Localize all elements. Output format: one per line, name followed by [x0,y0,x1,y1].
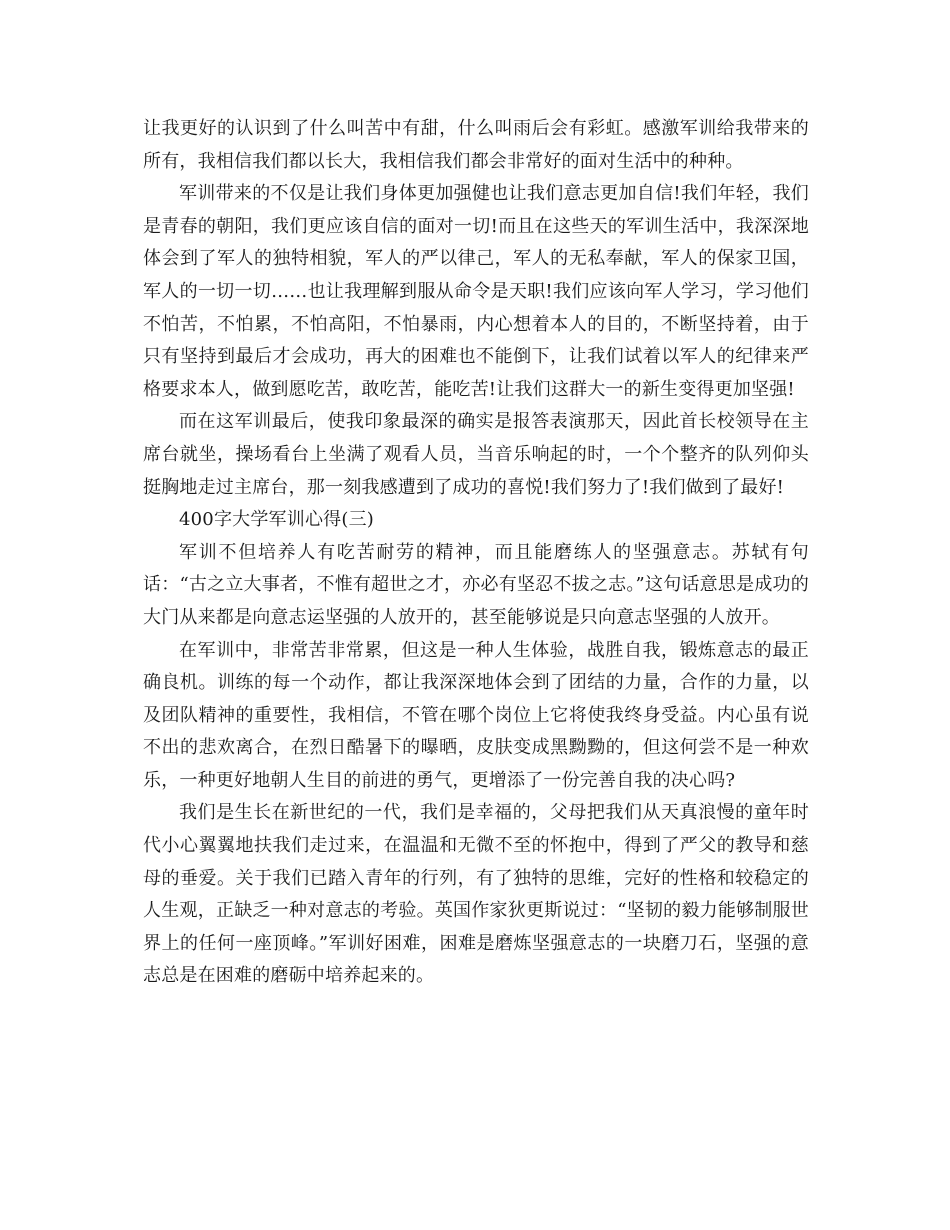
paragraph-6: 我们是生长在新世纪的一代，我们是幸福的，父母把我们从天真浪慢的童年时代小心翼翼地扶我们走过来，在温温和无微不至的怀抱中，得到了严父的教导和慈母的垂爱。关于我们已踏入青年的行列，有了独特的思维，完好的性格和较稳定的人生观，正缺乏一种对意志的考验。英国作家狄更斯说过：“坚韧的毅力能够制服世界上的任何一座顶峰。”军训好困难，困难是磨炼坚强意志的一块磨刀石，坚强的意志总是在困难的磨砺中培养起来的。 [143,802,809,987]
paragraph-2: 军训带来的不仅是让我们身体更加强健也让我们意志更加自信!我们年轻，我们是青春的朝阳，我们更应该自信的面对一切!而且在这些天的军训生活中，我深深地体会到了军人的独特相貌，军人的严以律己，军人的无私奉献，军人的保家卫国，军人的一切一切……也让我理解到服从命令是天职!我们应该向军人学习，学习他们不怕苦，不怕累，不怕高阳，不怕暴雨，内心想着本人的目的，不断坚持着，由于只有坚持到最后才会成功，再大的困难也不能倒下，让我们试着以军人的纪律来严格要求本人，做到愿吃苦，敢吃苦，能吃苦!让我们这群大一的新生变得更加坚强! [143,183,809,400]
section-heading: 400字大学军训心得(三) [179,509,375,531]
document-body [143,113,809,993]
paragraph-3: 而在这军训最后，使我印象最深的确实是报答表演那天，因此首长校领导在主席台就坐，操场看台上坐满了观看人员，当音乐响起的时，一个个整齐的队列仰头挺胸地走过主席台，那一刻我感遭到了成功的喜悦!我们努力了!我们做到了最好! [143,411,809,498]
paragraph-1: 让我更好的认识到了什么叫苦中有甜，什么叫雨后会有彩虹。感激军训给我带来的所有，我相信我们都以长大，我相信我们都会非常好的面对生活中的种种。 [143,118,809,172]
paragraph-4: 军训不但培养人有吃苦耐劳的精神，而且能磨练人的坚强意志。苏轼有句话：“古之立大事者，不惟有超世之才，亦必有坚忍不拔之志。”这句话意思是成功的大门从来都是向意志运坚强的人放开的，甚至能够说是只向意志坚强的人放开。 [143,541,809,628]
paragraph-5: 在军训中，非常苦非常累，但这是一种人生体验，战胜自我，锻炼意志的最正确良机。训练的每一个动作，都让我深深地体会到了团结的力量，合作的力量，以及团队精神的重要性，我相信，不管在哪个岗位上它将使我终身受益。内心虽有说不出的悲欢离合，在烈日酷暑下的曝晒，皮肤变成黑黝黝的，但这何尝不是一种欢乐，一种更好地朝人生目的前进的勇气，更增添了一份完善自我的决心吗? [143,639,809,791]
